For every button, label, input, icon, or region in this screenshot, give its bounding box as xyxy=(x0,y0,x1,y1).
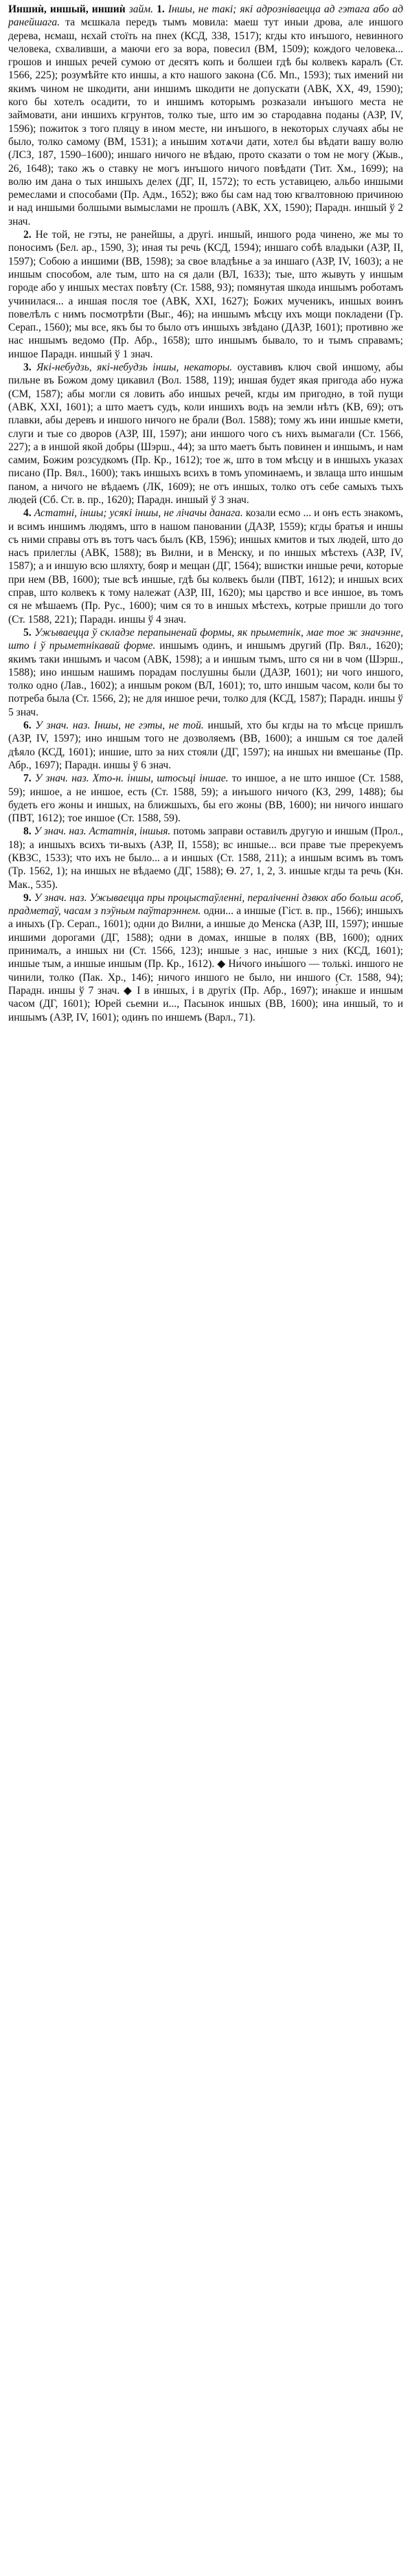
sense-definition: У знач. наз. Хто-н. іншы, штосьці іншае. xyxy=(34,773,229,785)
entry-grammar-label: займ. xyxy=(128,3,154,15)
sense-definition: Які-небудзь, які-небудзь іншы, некаторы. xyxy=(36,362,233,374)
sense-definition: Астатні, іншы; усякі іншы, не лічачы данага. xyxy=(34,507,243,520)
entry-headword: Иншиѝ, иншый, иншиѝ xyxy=(8,3,126,15)
sense-number: 8. xyxy=(23,825,32,838)
dictionary-sense xyxy=(8,626,403,719)
dictionary-sense xyxy=(8,891,403,1024)
sense-citations: Не той, не гэты, не ранейшы, а другі. иншый, иншого рода чинено, же мы то поносимъ (Бел. ар., 1590, 3); иная ты речь (КСД, 1594); иншаго собѣ владыки (АЗР, II, 1597); Собою а иншими (ВВ, 1598); за свое владѣнье а за иншаго (АЗР, IV, 1603); а не иншым способом, але тым, што на ся дали (ВЛ, 1633); тые, што жывуть у иншым городе або у иншых местах повѣту (Ст. 1588, 93); помянутая шкода иншымъ роботамъ учинилася... а иншая посля тое (АВК, XXI, 1627); Божих мученикъ, иншых воинъ повелѣлъ с нимъ посмотрѣти (Выг., 46); на иншымъ мѣсцу ихъ мощи покладени (Гр. Серап., 1560); мы все, якъ бы то было отъ иншыхъ звѣдано (ДАЗР, 1601); противно же нас иншымъ ведомо (Пр. Абр., 1658); што иншымъ бывало, то и тымъ справамъ; иншое Парадн. иншый ў 1 знач. xyxy=(8,229,403,360)
sense-number: 5. xyxy=(23,626,32,639)
sense-definition: Іншы, не такі; які адрозніваецца ад гэтага або ад ранейшага. xyxy=(8,3,404,29)
sense-citations: козали есмо ... и онъ есть знакомъ, и всимъ иншимъ людямъ, што в нашом пановании (ДАЗР, 1559); кгды братья и иншы съ ними справы отъ въ тотъ часъ былъ (КВ, 1596); иншых кмитов и тых людей, што до насъ прилеглы (АВК, 1588); въ Вилни, и в Менску, и по иншых мѣстехъ (АЗР, IV, 1587); а и иншую всю шляхту, бояр и мещан (ДГ, 1564); вшистки иншые речи, которые при нем (ВВ, 1600); тые всѣ иншые, гдѣ бы колвекъ были (ПВТ, 1612); и иншых всих справ, што колвекъ к тому належат (АЗР, III, 1620); мы царство и все иншое, въ томъ ся не мѣшаемъ (Пр. Рус., 1600); чим ся то в иншых мѣстехъ, котрые пришли до того (Ст. 1588, 221); Парадн. иншы ў 4 знач. xyxy=(8,507,404,625)
sense-number: 9. xyxy=(23,891,32,904)
sense-citations: иншый, хто бы кгды на то мѣсце пришлъ (АЗР, IV, 1597); ино иншым того не дозволяемъ (ВВ, 1600); а иншым ся тое далей дѣяло (КСД, 1601); иншие, што за них стояли (ДГ, 1597); на иншых ни вмешанье (Пр. Абр., 1697); Парадн. иншы ў 6 знач. xyxy=(8,720,404,771)
sense-number: 2. xyxy=(23,229,32,241)
dictionary-sense xyxy=(8,719,403,772)
dictionary-sense xyxy=(8,228,403,361)
sense-citations: оуставивъ ключ свой иншому, абы пильне въ Божом дому цикавил (Вол. 1588, 119); иншая будет якая пригода або нужа (СМ, 1587); абы могли ся ловить або иншых речей, кгды им пригодно, в той пущи (АВК, XXI, 1601); а што маетъ судъ, коли иншихъ водъ на земли нѣтъ (КВ, 69); отъ плавки, абы деревъ и иншого ничого не брали (Вол. 1588); тому жъ ини иншые кмети, слуги и тые со дворов (АЗР, III, 1597); ани иншого чого съ нихъ вымагали (Ст. 1566, 227); а в иншой якой добры (Шэрш., 44); за што маетъ быть повинен и иншымъ, и нам самим, Божим розсудкомъ (Пр. Кр., 1612); тое ж, што в том мѣсцу и в иншыхъ указах писано (Пр. Вял., 1600); такъ иншыхъ всихъ в томъ упоминаемъ, и звлаща што иншым паном, а ничого не вѣдаемъ (ЛК, 1609); не отъ иншых, толко отъ себе самыхъ тыхъ людей (Сб. Ст. в. пр., 1620); Парадн. иншый ў 3 знач. xyxy=(8,362,403,506)
sense-citations: иншымъ одинъ, и иншымъ другий (Пр. Вял., 1620); якимъ таки иншымъ и часом (АВК, 1598); а и иншым тымъ, што ся ни в чом (Шэрш., 1588); ино иншым нашимъ порадам послушны были (ДАЗР, 1601); ни чого иншого, толко одно (Лав., 1602); а иншым роком (ВЛ, 1601); то, што иншым часом, коли бы то потреба была (Ст. 1566, 2); не для иншое речи, толко для (КСД, 1587); Парадн. иншы ў 5 знач. xyxy=(8,640,404,718)
sense-definition: У знач. наз. Астатнія, іншыя. xyxy=(34,825,171,838)
dictionary-sense xyxy=(8,507,403,626)
sense-definition: У знач. наз. Іншы, не гэты, не той. xyxy=(35,720,204,732)
sense-citations: та мєшкала передъ тымъ мовила: маеш тут иныи дрова, але иншого дерева, нємаш, нєхай стоїть на пнех (КСД, 338, 1517); кгды кто инъшого, невинного человека, схваливши, а маючи его за вора, повесил (ВМ, 1509); кождого человека... грошов и иншых речей сумою от десятъ копъ и болшеи гдѣ бы колвекъ каралъ (Ст. 1566, 225); розумѣйте кто иншы, а кто нашого закона (Сб. Мп., 1593); тых имений ни якимъ чином не шкодити, ани иншимъ шкодити не допускати (АВК, XX, 49, 1590); кого бы хотелъ осадити, то и иншимъ которымъ розказали инъшого места не займовати, ани иншихъ кгрунтов, толко тые, што им зо стародавна поданы (АЗР, IV, 1596); пожиток з того пляцу в ином месте, ни инъшого, в некоторых случаях абы не было, толко самому (ВМ, 1531); а иньшим хотѧчи дати, хотел бы вѣдати вашу волю (ЛСЗ, 187, 1590–1600); иншаго ничого не вѣдаю, прото сказати о том не могу (Жыв., 26, 1648); тако жъ о ставку не могъ инъшого ничого повѣдати (Тит. Хм., 1699); на волю им дана о тых иншыхъ делех (ДГ, II, 1572); то есть уставицею, альбо иншыми ремеслами и способами (Пр. Адм., 1652); вжо бы сам над тою кгвалтовною причиною и над иншыми болшыми вымыслами не прошлъ (АВК, XX, 1590); Парадн. иншый ў 2 знач. xyxy=(8,16,403,227)
sense-citations: потомь заправи оставилъ другую и иншым (Прол., 18); а иншыхъ всихъ ти-выхъ (АЗР, II, 1558); вс иншые... вси праве тые пререкуемъ (КВЗС, 1533); что ихъ не было... а и иншых (Ст. 1588, 211); а иншым всимъ въ томъ (Тр. 1562, 1); на иншых не вѣдаемо (ДГ, 1588); Ѳ. 27, 1, 2, 3. иншые кгды та речь (Кн. Мак., 535). xyxy=(8,825,403,891)
sense-definition: Ужываецца ў складзе перапыненай формы, як прыметнік, мае тое ж значэнне, што і ў прыметнікавай форме. xyxy=(8,626,404,652)
dictionary-sense xyxy=(8,825,403,891)
sense-citations: то иншое, а не што иншое (Ст. 1588, 59); иншое, а не иншое, есть (Ст. 1588, 59); а инъшого ничого (КЗ, 299, 1488); бы будеть его жоны и иншых, на ближшыхъ, бы его жоны (ВВ, 1600); ни ничого иншаго (ПВТ, 1612); тое иншое (Ст. 1588, 59). xyxy=(8,773,404,825)
sense-number: 1. xyxy=(157,3,165,15)
sense-definition: У знач. наз. Ужываецца пры процыстаўленні, пераліченні дзвюх або больш асоб, прадметаў, часам з пэўным паўтарэннем. xyxy=(8,891,403,918)
sense-number: 3. xyxy=(23,362,32,374)
sense-number: 7. xyxy=(23,773,32,785)
dictionary-sense xyxy=(8,772,403,825)
sense-citations: одни... а иншые (Гіст. в. пр., 1566); иншыхъ а иныхъ (Гр. Серап., 1601); одни до Вилни, а иншые до Менска (АЗР, III, 1597); иншые иншими дорогами (ДГ, 1588); одни в домах, иншые в полях (ВВ, 1600); одних принималъ, а иншых ни (Ст. 1566, 123); иншые з нас, иншые з них (КСД, 1601); иншые тым, а иншые иншым (Пр. Кр., 1612). ◆ Ни́чого ины́шого — толькі. иншого не чинили, толко (Пак. Хр., 146); ничого иншого не было, ни иншого (Ст. 1588, 94); Парадн. иншы ў 7 знач. ◆ І в и́ншых, і в другіх (Пр. Абр., 1697); ина́кше и иншым часом (ДГ, 1601); Юрей сьемни и..., Пасынок иншых (ВВ, 1600); ина иншый, то и иншымъ (АЗР, IV, 1601); одинъ по иншемъ (Варл., 71). xyxy=(8,905,403,1023)
dictionary-entry xyxy=(8,3,403,228)
dictionary-sense xyxy=(8,361,403,507)
sense-number: 6. xyxy=(23,720,32,732)
sense-number: 4. xyxy=(23,507,32,520)
